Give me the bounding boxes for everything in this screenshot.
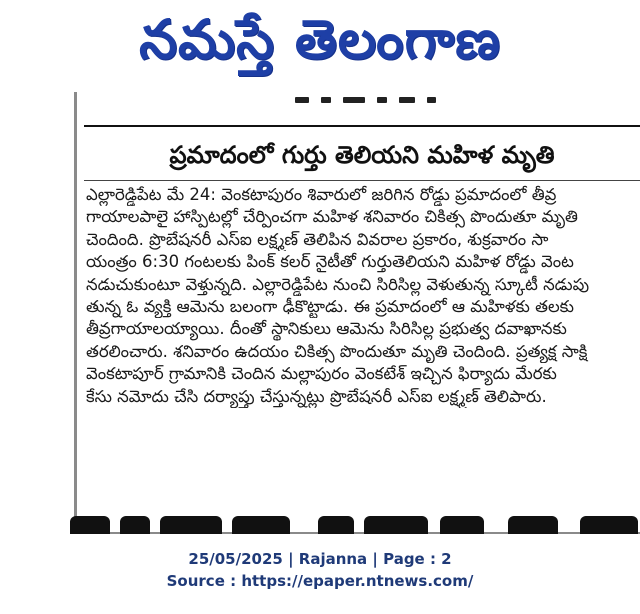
headline-rule-bottom — [84, 180, 640, 181]
footer-source: Source : https://epaper.ntnews.com/ — [166, 572, 474, 590]
headline-rule-top — [84, 125, 640, 127]
article-line: తీవ్రగాయాలయ్యాయి. దీంతో స్థానికులు ఆమెను సిరిసిల్ల ప్రభుత్వ దవాఖానకు — [86, 319, 567, 339]
article-line: యంత్రం 6:30 గంటలకు పింక్ కలర్ నైటీతో గుర్తుతెలియని మహిళ రోడ్డు వెంట — [86, 252, 574, 272]
page-footer — [0, 548, 640, 592]
cropped-text-fragment — [295, 97, 495, 105]
article-line: వెంకటాపూర్ గ్రామానికి చెందిన మల్లాపురం వెంకటేశ్ ఇచ్చిన ఫిర్యాదు మేరకు — [86, 364, 557, 384]
newspaper-logo: నమస్తే తెలంగాణ — [139, 8, 501, 71]
article-line: చెందింది. ప్రొబేషనరీ ఎస్ఐ లక్ష్మణ్ తెలిపిన వివరాల ప్రకారం, శుక్రవారం సా — [86, 229, 549, 249]
clipping-border-left — [74, 92, 77, 534]
article-headline: ప్రమాదంలో గుర్తు తెలియని మహిళ మృతి — [169, 141, 555, 169]
article-line: కేసు నమోదు చేసి దర్యాప్తు చేస్తున్నట్లు ప్రొబేషనరీ ఎస్ఐ లక్ష్మణ్ తెలిపారు. — [86, 386, 547, 406]
article-line: తున్న ఓ వ్యక్తి ఆమెను బలంగా ఢీకొట్టాడు. ఈ ప్రమాదంలో ఆ మహిళకు తలకు — [86, 297, 574, 317]
article-line: గాయాలపాలై హాస్పిటల్లో చేర్పించగా మహిళ శనివారం చికిత్స పొందుతూ మృతి — [86, 207, 578, 227]
footer-meta: 25/05/2025 | Rajanna | Page : 2 — [188, 550, 452, 568]
article-body — [86, 184, 634, 408]
masthead — [0, 0, 640, 80]
cropped-next-headline — [60, 510, 640, 534]
article-line: ఎల్లారెడ్డిపేట మే 24: వెంకటాపురం శివారులో జరిగిన రోడ్డు ప్రమాదంలో తీవ్ర — [86, 185, 557, 204]
article-line: తరలించారు. శనివారం ఉదయం చికిత్స పొందుతూ మృతి చెందింది. ప్రత్యక్ష సాక్షి — [86, 341, 588, 361]
article-line: నడుచుకుంటూ వెళ్తున్నది. ఎల్లారెడ్డిపేట నుంచి సిరిసిల్ల వెళుతున్న స్కూటీ నడుపు — [86, 274, 590, 294]
